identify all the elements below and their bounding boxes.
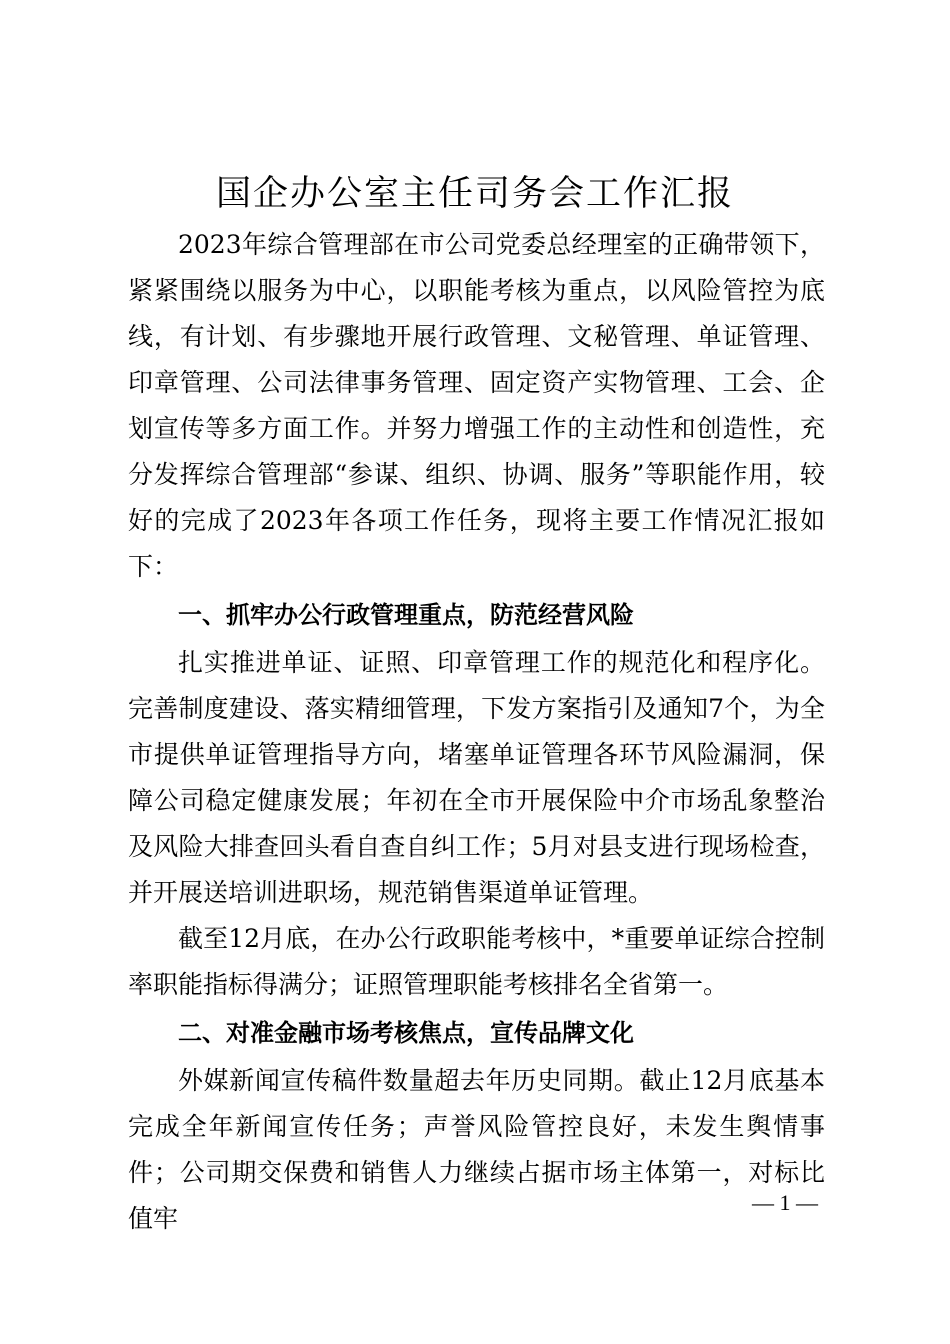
section-1-heading: 一、抓牢办公行政管理重点，防范经营风险 <box>178 601 634 629</box>
section-2-heading: 二、对准金融市场考核焦点，宣传品牌文化 <box>178 1019 634 1047</box>
section-1-paragraph-2: 截至12月底，在办公行政职能考核中，*重要单证综合控制率职能指标得满分；证照管理职能考核排名全省第一。 <box>128 924 825 999</box>
intro-paragraph: 2023年综合管理部在市公司党委总经理室的正确带领下，紧紧围绕以服务为中心，以职能考核为重点，以风险管控为底线，有计划、有步骤地开展行政管理、文秘管理、单证管理、印章管理、公司法律事务管理、固定资产实物管理、工会、企划宣传等多方面工作。并努力增强工作的主动性和创造性，充分发挥综合管理部“参谋、组织、协调、服务”等职能作用，较好的完成了2023年各项工作任务，现将主要工作情况汇报如下： <box>128 230 825 581</box>
document-title: 国企办公室主任司务会工作汇报 <box>215 174 734 214</box>
document-body <box>128 222 825 1242</box>
page-number: — 1 — <box>752 1190 818 1215</box>
section-1-paragraph-1: 扎实推进单证、证照、印章管理工作的规范化和程序化。完善制度建设、落实精细管理，下发方案指引及通知7个，为全市提供单证管理指导方向，堵塞单证管理各环节风险漏洞，保障公司稳定健康发展；年初在全市开展保险中介市场乱象整治及风险大排查回头看自查自纠工作；5月对县支进行现场检查，并开展送培训进职场，规范销售渠道单证管理。 <box>128 648 825 907</box>
section-2-paragraph-1: 外媒新闻宣传稿件数量超去年历史同期。截止12月底基本完成全年新闻宣传任务；声誉风险管控良好，未发生舆情事件；公司期交保费和销售人力继续占据市场主体第一，对标比值牢 <box>128 1066 825 1233</box>
